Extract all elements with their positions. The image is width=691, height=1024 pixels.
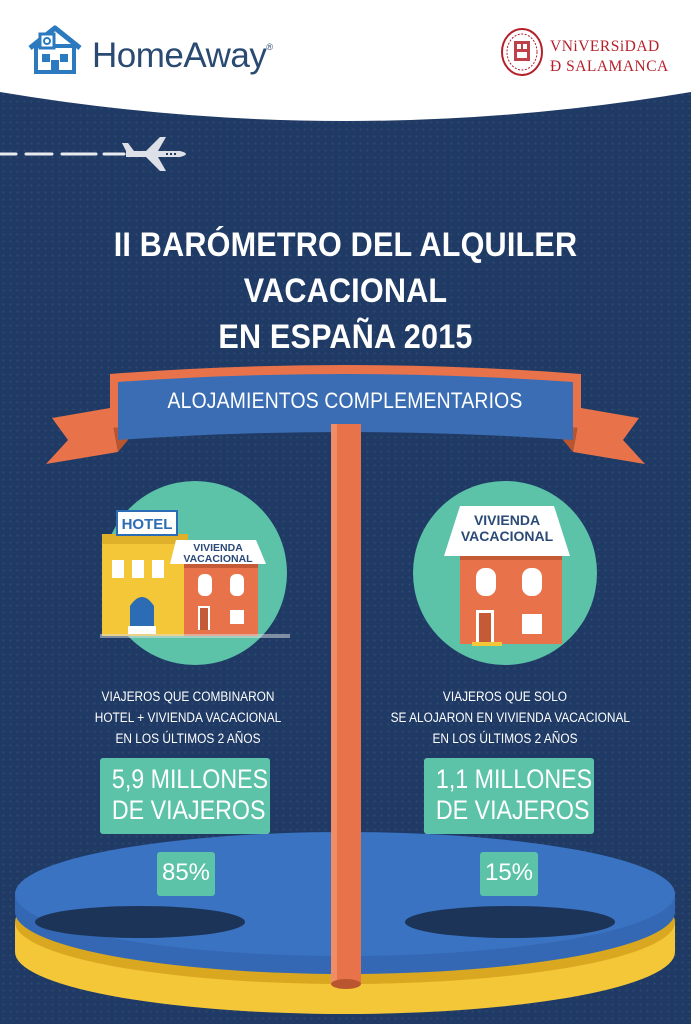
pole — [331, 424, 361, 989]
homeaway-house-logo-icon — [26, 24, 84, 78]
right-stat-box: 1,1 MILLONES DE VIAJEROS — [424, 758, 594, 834]
left-description: VIAJEROS QUE COMBINARON HOTEL + VIVIENDA VACACIONAL EN LOS ÚLTIMOS 2 AÑOS — [94, 689, 282, 746]
banner-label: ALOJAMIENTOS COMPLEMENTARIOS — [167, 388, 523, 413]
left-percent-badge: 85% — [157, 852, 215, 896]
hotel-sign: HOTEL — [121, 516, 173, 533]
vivienda-icon — [410, 478, 600, 668]
vivienda-sign-line2: VACACIONAL — [460, 528, 554, 544]
vivienda-sign-line1: VIVIENDA — [473, 512, 541, 528]
hotel-and-vivienda-icon — [100, 478, 290, 668]
right-percent-badge: 15% — [480, 852, 538, 896]
university-seal-icon — [500, 27, 544, 77]
brand-name: HomeAway® — [92, 36, 273, 75]
right-description: VIAJEROS QUE SOLO SE ALOJARON EN VIVIENDA VACACIONAL EN LOS ÚLTIMOS 2 AÑOS — [390, 689, 631, 746]
airplane-icon — [0, 135, 200, 175]
page-title: II BARÓMETRO DEL ALQUILER VACACIONAL EN ESPAÑA 2015 — [113, 226, 578, 356]
vivienda-sign-line2: VACACIONAL — [183, 553, 253, 565]
left-stat-box: 5,9 MILLONES DE VIAJEROS — [100, 758, 270, 834]
university-name: VNiVERSiDAD Ð SALAMANCA — [550, 38, 669, 75]
vivienda-sign-line1: VIVIENDA — [193, 542, 243, 554]
